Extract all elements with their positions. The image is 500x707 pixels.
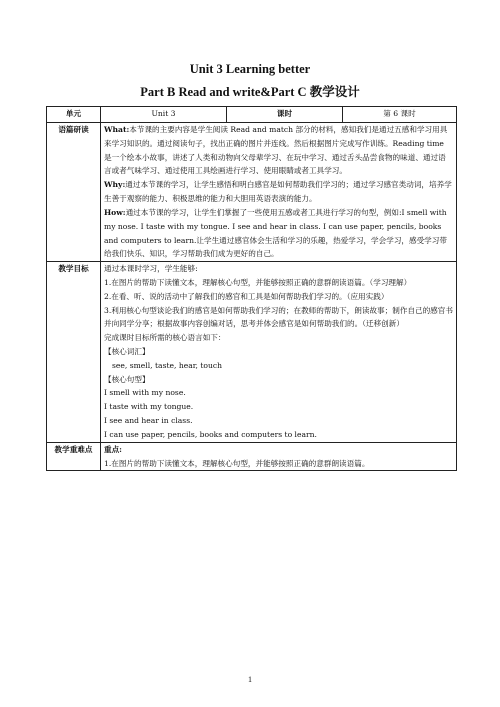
key-points-row	[47, 442, 457, 471]
lesson-plan-table	[46, 106, 457, 471]
what-text: 本节课的主要内容是学生阅读 Read and match 部分的材料，感知我们是通过五感和学习用具来学习知识的。通过阅读句子，找出正确的图片并连线。然后根据图片完成写作训练。Reading time 是一个绘本小故事，讲述了人类和动物向父母辈学习、在玩中学习、通过舌头品尝食物的味道、通过语言或者气味学习、通过使用工具绘画进行学习、使用眼睛或者工具学习。	[104, 125, 448, 176]
unit-label: 单元	[47, 107, 101, 123]
analysis-row	[47, 123, 457, 262]
what-label: What:	[104, 125, 130, 134]
core-vocab: see, smell, taste, hear, touch	[112, 360, 223, 370]
core-sentence: I smell with my nose.	[104, 388, 186, 398]
how-text: 通过本节课的学习，让学生们掌握了一些使用五感或者工具进行学习的句型，例如:I smell with my nose. I taste with my tongue. I see and hear in class. I can use paper, pencils, books and computers to learn.让学生通过感官体会生活和学习的乐趣，热爱学习，学会学习，感受学习带给我们快乐、知识，学习帮助我们成为更好的自己。	[104, 207, 447, 259]
analysis-content	[101, 123, 457, 262]
how-paragraph	[104, 206, 453, 261]
core-sentence: I can use paper, pencils, books and computers to learn.	[104, 429, 317, 439]
document-subtitle: Part B Read and write&Part C 教学设计	[140, 85, 360, 99]
unit-value: Unit 3	[101, 107, 227, 123]
core-sentence: I taste with my tongue.	[104, 402, 194, 412]
core-sentence: I see and hear in class.	[104, 416, 193, 426]
what-paragraph	[104, 123, 453, 178]
objectives-row	[47, 262, 457, 443]
core-vocab-label: 【核心词汇】	[104, 347, 150, 356]
key-points-heading: 重点:	[104, 444, 122, 454]
objectives-intro: 通过本课时学习，学生能够:	[104, 264, 198, 274]
how-label: How:	[104, 207, 126, 217]
why-text: 通过本节课的学习，让学生感悟和明白感官是如何帮助我们学习的；通过学习感官类动词，培养学生善于观察的能力、积极思维的能力和大胆用英语表演的能力。	[104, 180, 452, 204]
key-points-content	[101, 442, 457, 471]
objective-item: 2.在看、听、说的活动中了解我们的感官和工具是如何帮助我们学习的。（应用实践）	[104, 291, 389, 301]
objective-item: 1.在图片的帮助下读懂文本，理解核心句型，并能够按照正确的意群朗读语篇。（学习理解）	[104, 277, 412, 287]
document-title: Unit 3 Learning better	[189, 62, 311, 76]
analysis-label: 语篇研读	[47, 123, 101, 262]
core-language-intro: 完成课时目标所需的核心语言如下：	[104, 333, 226, 343]
lesson-value: 第 6 课时	[343, 107, 457, 123]
objectives-label: 教学目标	[47, 262, 101, 443]
page-number: 1	[248, 675, 252, 684]
header-row	[47, 107, 457, 123]
objectives-content	[101, 262, 457, 443]
core-sentence-label: 【核心句型】	[104, 374, 150, 384]
why-label: Why:	[104, 180, 126, 190]
why-paragraph	[104, 178, 453, 206]
key-points-label: 教学重难点	[47, 442, 101, 471]
lesson-label: 课时	[227, 107, 343, 123]
objective-item: 3.利用核心句型谈论我们的感官是如何帮助我们学习的；在教师的帮助下，朗读故事；制作自己的感官书并向同学分享；根据故事内容创编对话，思考并体会感官是如何帮助我们的。（迁移创新）	[104, 305, 453, 329]
key-point-item: 1.在图片的帮助下读懂文本，理解核心句型，并能够按照正确的意群朗读语篇。	[104, 458, 370, 468]
